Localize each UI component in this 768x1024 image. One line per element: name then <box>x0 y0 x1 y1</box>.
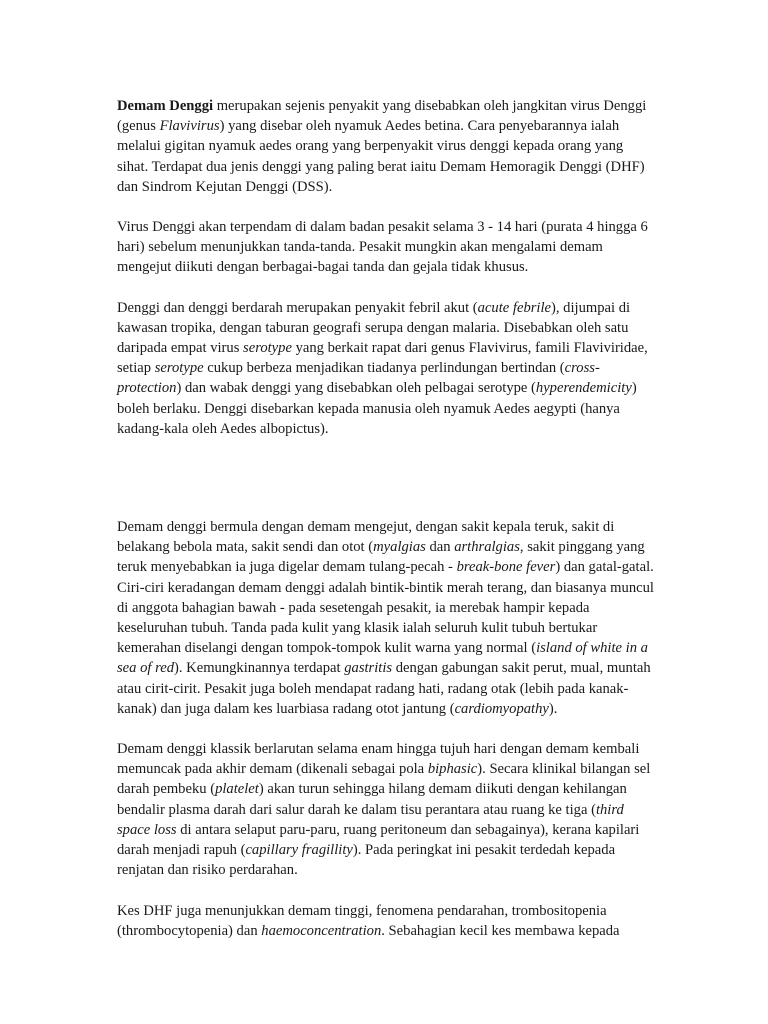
italic-term: capillary fragillity <box>245 842 353 859</box>
text-run: Denggi dan denggi berdarah merupakan penyakit febril akut ( <box>117 299 478 316</box>
text-run: ). Pada peringkat ini pesakit terdedah kepada renjatan dan risiko perdarahan. <box>117 842 616 879</box>
italic-term: biphasic <box>427 761 478 778</box>
text-run: yang berkait rapat dari genus Flavivirus, famili Flaviviridae, setiap <box>117 340 648 377</box>
text-run: . Sebahagian kecil kes membawa kepada <box>381 922 620 939</box>
text-run: ). Kemungkinannya terdapat <box>174 660 345 677</box>
text-run: di antara selaput paru-paru, ruang peritoneum dan sebagainya), kerana kapilari darah menjadi rapuh ( <box>117 821 640 859</box>
italic-term: third space loss <box>117 801 624 838</box>
text-run: ) dan wabak denggi yang disebabkan oleh pelbagai serotype ( <box>176 380 536 397</box>
italic-term: serotype <box>154 360 204 377</box>
paragraph-febrile <box>117 298 657 439</box>
text-run: Demam denggi bermula dengan demam mengejut, dengan sakit kepala teruk, sakit di belakang bebola mata, sakit sendi dan otot ( <box>117 519 615 556</box>
italic-term: Flavivirus <box>159 118 220 135</box>
paragraph-intro <box>117 96 657 197</box>
paragraph-incubation <box>117 217 657 278</box>
text-run: cukup berbeza menjadikan tiadanya perlindungan bertindan ( <box>203 360 565 377</box>
italic-term: haemoconcentration <box>261 922 382 939</box>
text-run: ) boleh berlaku. Denggi disebarkan kepada manusia oleh nyamuk Aedes aegypti (hanya kadang-kala oleh Aedes albopictus). <box>117 380 637 437</box>
italic-term: break-bone fever <box>456 559 556 576</box>
italic-term: platelet <box>215 781 259 798</box>
italic-term: arthralgias <box>454 539 520 556</box>
italic-term: myalgias <box>373 539 426 556</box>
text-run: dan <box>425 539 455 556</box>
paragraph-classic <box>117 739 657 880</box>
italic-term: acute febrile <box>477 299 552 316</box>
italic-term: gastritis <box>344 660 393 677</box>
text-run: ). <box>548 700 558 717</box>
text-run: ) yang disebar oleh nyamuk Aedes betina. Cara penyebarannya ialah melalui gigitan nyamuk aedes orang yang berpenyakit virus denggi kepada orang yang sihat. Terdapat dua jenis denggi yang paling berat iaitu Demam Hemoragik Denggi (DHF) dan Sindrom Kejutan Denggi (DSS). <box>117 118 645 195</box>
paragraph-dhf <box>117 901 657 941</box>
bold-term: Demam Denggi <box>117 98 214 114</box>
text-run: Demam denggi klassik berlarutan selama enam hingga tujuh hari dengan demam kembali memuncak pada akhir demam (dikenali sebagai pola <box>117 741 640 778</box>
italic-term: hyperendemicity <box>535 380 632 397</box>
paragraph-symptoms <box>117 517 657 719</box>
text-run: Kes DHF juga menunjukkan demam tinggi, fenomena pendarahan, trombositopenia (thrombocytopenia) dan <box>117 902 607 939</box>
text-run: Virus Denggi akan terpendam di dalam badan pesakit selama 3 - 14 hari (purata 4 hingga 6 hari) sebelum menunjukkan tanda-tanda. Pesakit mungkin akan mengalami demam mengejut diikuti dengan berbagai-bagai tanda dan gejala tidak khusus. <box>117 219 648 276</box>
italic-term: island of white in a sea of red <box>117 640 648 677</box>
text-run: ), dijumpai di kawasan tropika, dengan taburan geografi serupa dengan malaria. Disebabkan oleh satu daripada empat virus <box>117 299 631 357</box>
italic-term: serotype <box>243 340 292 357</box>
text-run: ). Secara klinikal bilangan sel darah pembeku ( <box>117 761 651 798</box>
text-run: dengan gabungan sakit perut, mual, muntah atau cirit-cirit. Pesakit juga boleh mendapat radang hati, radang otak (lebih pada kanak-kanak) dan juga dalam kes luarbiasa radang otot jantung ( <box>117 660 651 717</box>
text-run: merupakan sejenis penyakit yang disebabkan oleh jangkitan virus Denggi (genus <box>117 98 647 135</box>
text-run: , sakit pinggang yang teruk menyebabkan ia juga digelar demam tulang-pecah - <box>117 539 645 576</box>
document-body <box>117 96 657 961</box>
text-run: ) dan gatal-gatal. Ciri-ciri keradangan demam denggi adalah bintik-bintik merah terang, dan biasanya muncul di anggota bahagian bawah - pada sesetengah pesakit, ia merebak hampir kepada keseluruhan tubuh. Tanda pada kulit yang klasik ialah seluruh kulit tubuh bertukar kemerahan diselangi dengan tompok-tompok kulit warna yang normal ( <box>117 559 654 657</box>
italic-term: cross-protection <box>117 360 600 397</box>
text-run: ) akan turun sehingga hilang demam diikuti dengan kehilangan bendalir plasma darah dari salur darah ke dalam tisu perantara atau ruang ke tiga ( <box>117 781 627 818</box>
italic-term: cardiomyopathy <box>454 700 549 717</box>
